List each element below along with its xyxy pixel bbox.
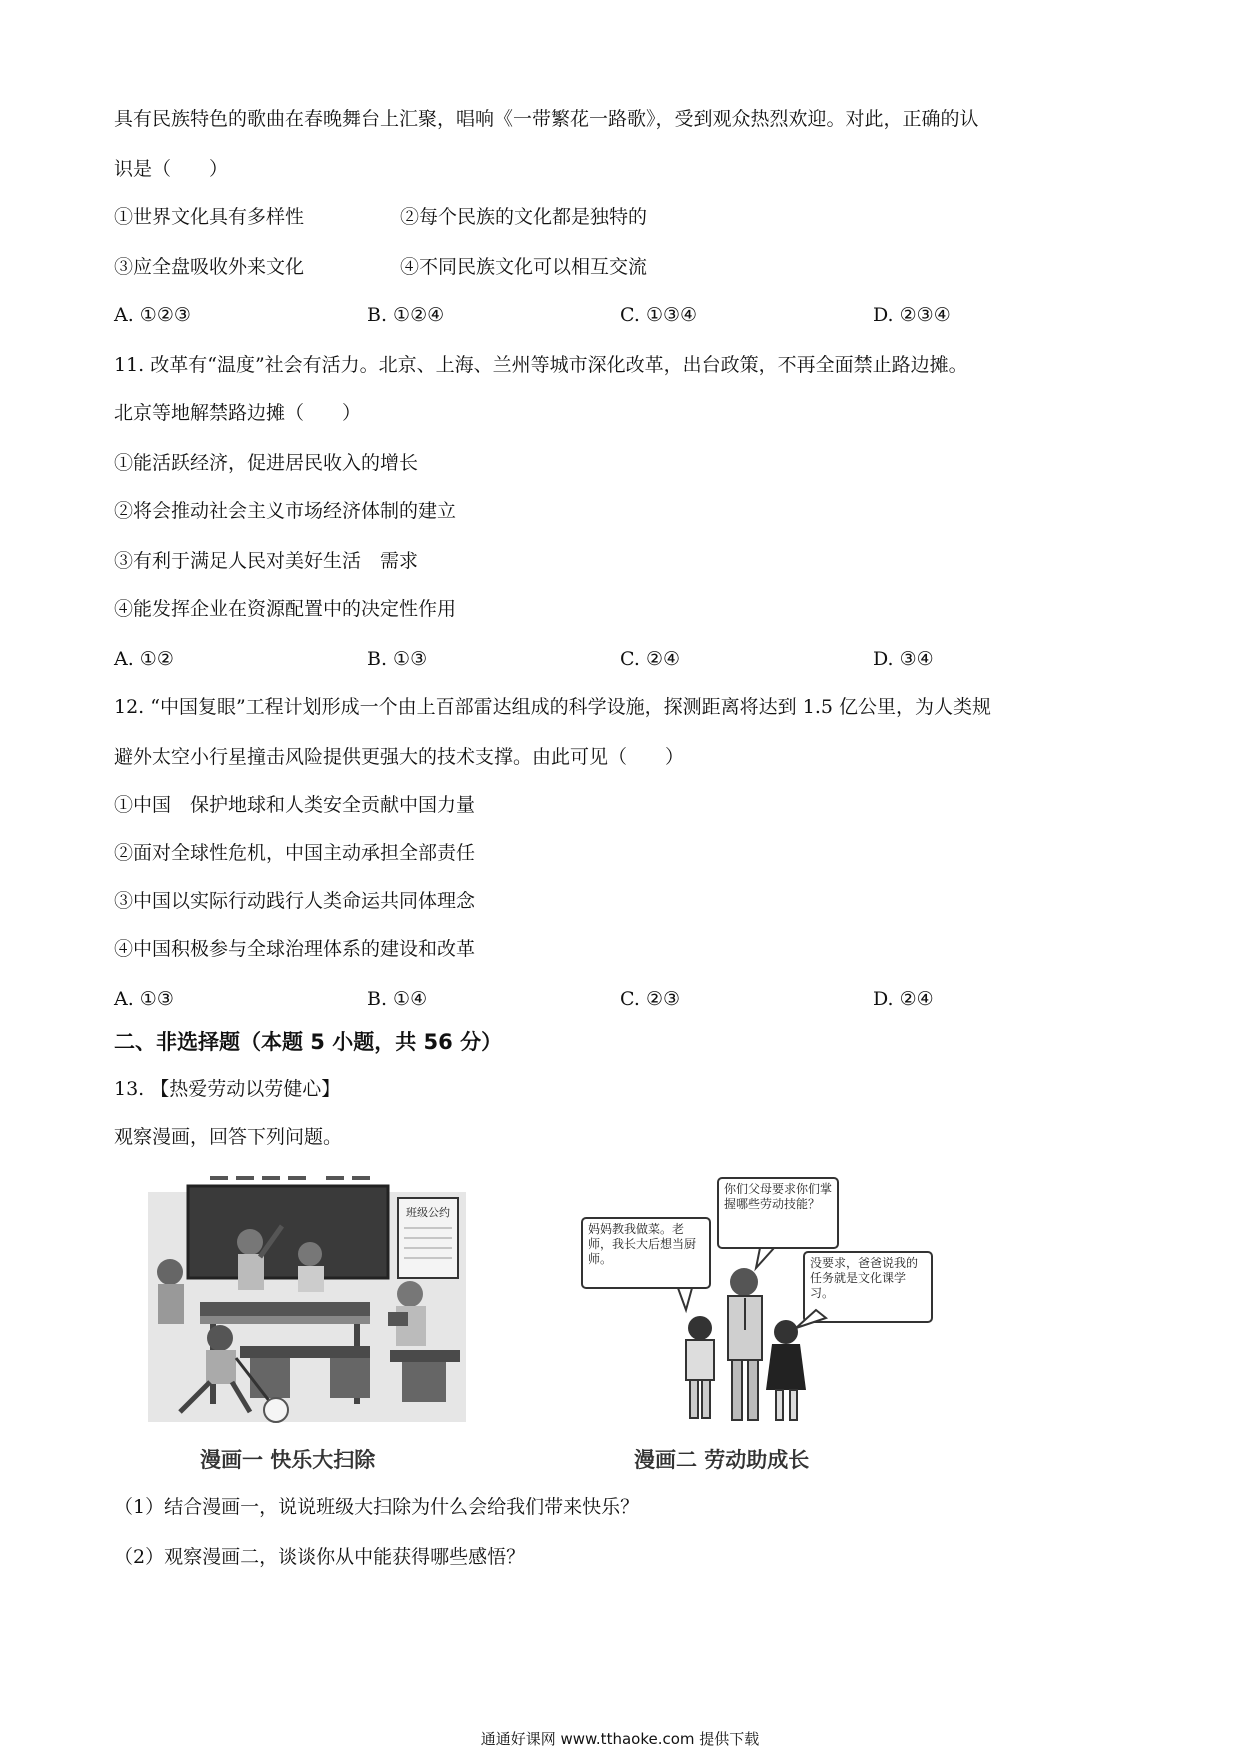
q11-item-2: ②将会推动社会主义市场经济体制的建立 [114,500,457,522]
q12-option-c: C. ②③ [620,988,681,1010]
bubble-teacher-text: 你们父母要求你们掌握哪些劳动技能？ [724,1182,832,1211]
q10-option-b: B. ①②④ [367,304,445,326]
q10-option-d: D. ②③④ [873,304,951,326]
q12-item-1: ①中国 保护地球和人类安全贡献中国力量 [114,794,476,816]
q10-option-c: C. ①③④ [620,304,698,326]
q12-item-4: ④中国积极参与全球治理体系的建设和改革 [114,938,476,960]
q12-stem-line2: 避外太空小行星撞击风险提供更强大的技术支撑。由此可见（ ） [114,746,685,768]
q11-option-b: B. ①③ [367,648,428,670]
q12-item-2: ②面对全球性危机，中国主动承担全部责任 [114,842,476,864]
q11-option-c: C. ②④ [620,648,681,670]
q10-stem-line1: 具有民族特色的歌曲在春晚舞台上汇聚，唱响《一带繁花一路歌》，受到观众热烈欢迎。对此，正确的认 [114,108,979,130]
q13-title: 13. 【热爱劳动以劳健心】 [114,1078,341,1100]
q12-stem-line1: 12. “中国复眼”工程计划形成一个由上百部雷达组成的科学设施，探测距离将达到 1.5 亿公里，为人类规 [114,696,991,718]
cartoon-2-image [560,1170,940,1430]
q12-option-d: D. ②④ [873,988,934,1010]
cartoon-2-caption: 漫画二 劳动助成长 [634,1448,810,1472]
cartoon-1-caption: 漫画一 快乐大扫除 [200,1448,376,1472]
q10-item-4: ④不同民族文化可以相互交流 [400,256,648,278]
cartoon-1-image [140,1162,470,1432]
q11-stem-line1: 11. 改革有“温度”社会有活力。北京、上海、兰州等城市深化改革，出台政策，不再全面禁止路边摊。 [114,354,968,376]
page-footer: 通通好课网 www.tthaoke.com 提供下载 [480,1730,760,1748]
q13-subquestion-1: （1）结合漫画一，说说班级大扫除为什么会给我们带来快乐？ [114,1496,640,1518]
q10-item-2: ②每个民族的文化都是独特的 [400,206,648,228]
board-sign-text: 班级公约 [406,1206,450,1219]
q12-item-3: ③中国以实际行动践行人类命运共同体理念 [114,890,476,912]
q10-stem-line2: 识是（ ） [114,158,229,180]
bubble-left-text: 妈妈教我做菜。老师，我长大后想当厨师。 [588,1222,697,1266]
bubble-right-text: 没要求，爸爸说我的任务就是文化课学习。 [810,1256,919,1300]
q11-option-a: A. ①② [114,648,174,670]
q12-option-b: B. ①④ [367,988,428,1010]
q13-subquestion-2: （2）观察漫画二，谈谈你从中能获得哪些感悟？ [114,1546,526,1568]
q13-instruction: 观察漫画，回答下列问题。 [114,1126,343,1148]
section-heading: 二、非选择题（本题 5 小题，共 56 分） [114,1030,503,1054]
q11-item-3: ③有利于满足人民对美好生活 需求 [114,550,419,572]
q11-item-1: ①能活跃经济，促进居民收入的增长 [114,452,419,474]
q10-option-a: A. ①②③ [114,304,191,326]
q10-item-1: ①世界文化具有多样性 [114,206,305,228]
q10-item-3: ③应全盘吸收外来文化 [114,256,305,278]
q11-item-4: ④能发挥企业在资源配置中的决定性作用 [114,598,457,620]
q12-option-a: A. ①③ [114,988,174,1010]
q11-option-d: D. ③④ [873,648,934,670]
q11-stem-line2: 北京等地解禁路边摊（ ） [114,402,362,424]
